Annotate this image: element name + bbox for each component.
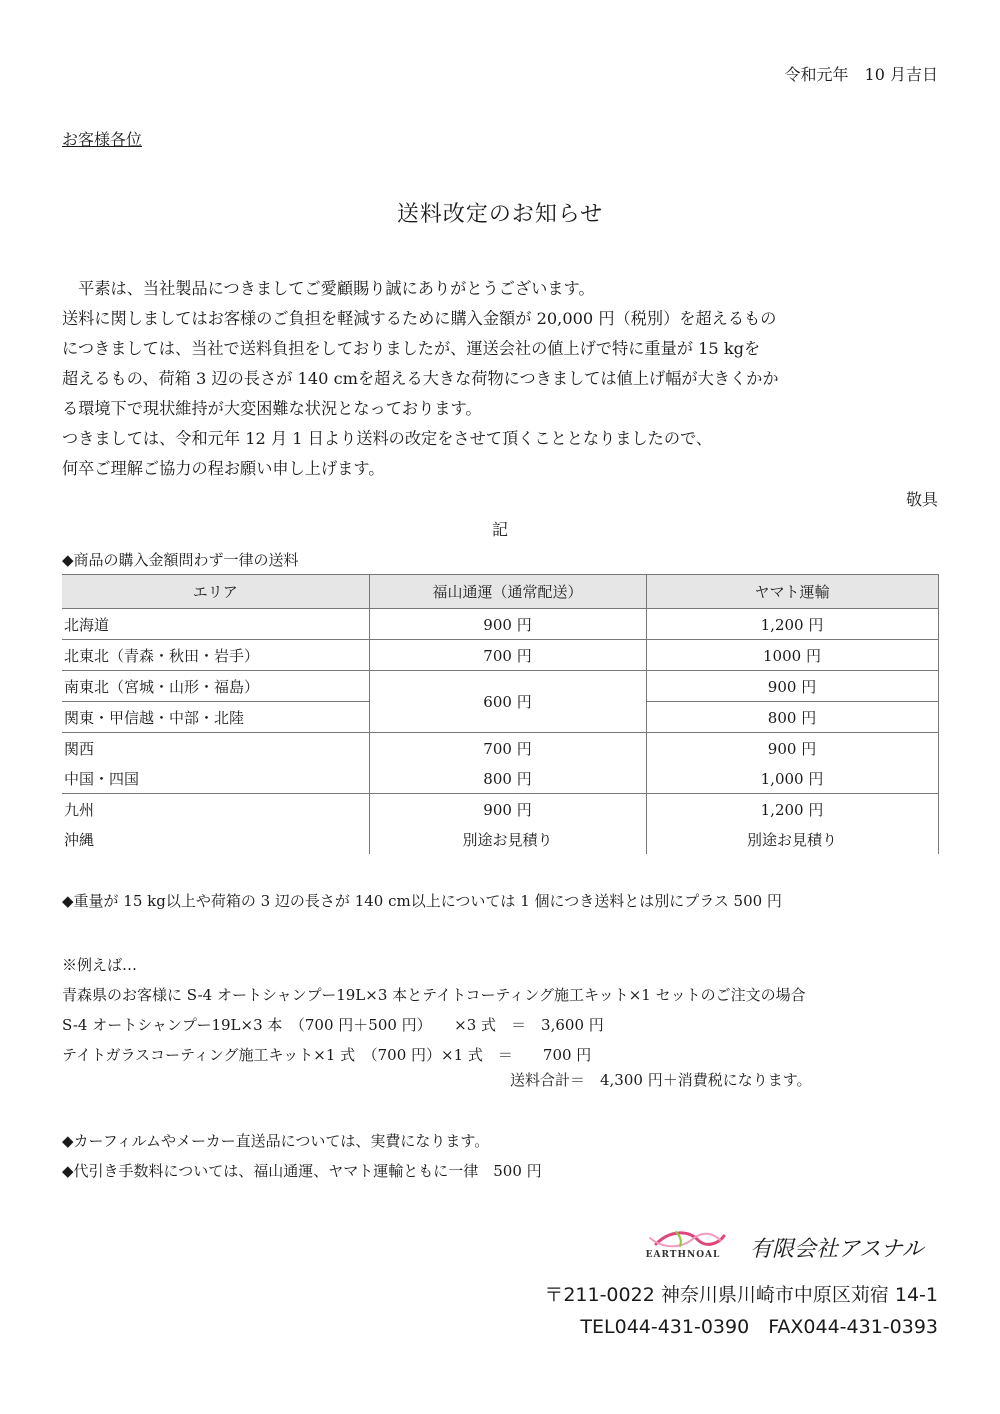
body-paragraph: つきましては、令和元年 12 月 1 日より送料の改定をさせて頂くこととなりましたので、 <box>62 429 713 448</box>
body-paragraph: 送料に関しましてはお客様のご負担を軽減するために購入金額が 20,000 円（税別）を超えるもの <box>62 309 777 328</box>
example-total: 送料合計＝ 4,300 円＋消費税になります。 <box>510 1071 812 1089</box>
example-line: 青森県のお客様に S-4 オートシャンプー19L×3 本とテイトコーティング施工キット×1 セットのご注文の場合 <box>62 986 806 1004</box>
yamato-cell: 900 円 <box>646 733 938 764</box>
body-paragraph: る環境下で現状維持が大変困難な状況となっております。 <box>62 399 482 418</box>
fukuyama-cell: 600 円 <box>369 671 646 733</box>
area-cell: 中国・四国 <box>62 763 369 794</box>
header-fukuyama: 福山通運（通常配送） <box>369 575 646 609</box>
yamato-cell: 1000 円 <box>646 640 938 671</box>
fukuyama-cell: 700 円 <box>369 640 646 671</box>
logo-text: EARTHNOAL <box>645 1250 721 1260</box>
example-line: テイトガラスコーティング施工キット×1 式 （700 円）×1 式 ＝ 700 円 <box>62 1046 592 1064</box>
salutation: お客様各位 <box>62 130 143 149</box>
company-name: 有限会社アスナル <box>750 1237 924 1262</box>
yamato-cell: 別途お見積り <box>646 824 938 854</box>
body-paragraph: 超えるもの、荷箱 3 辺の長さが 140 cmを超える大きな荷物につきましては値上げ幅が大きくかか <box>62 369 779 388</box>
yamato-cell: 1,200 円 <box>646 794 938 825</box>
document-title: 送料改定のお知らせ <box>396 202 604 227</box>
company-address: 〒211-0022 神奈川県川崎市中原区苅宿 14-1 <box>544 1284 938 1306</box>
body-text <box>62 274 942 484</box>
fukuyama-cell: 900 円 <box>369 609 646 640</box>
yamato-cell: 800 円 <box>646 702 938 733</box>
header-yamato: ヤマト運輸 <box>646 575 938 609</box>
table-row <box>62 733 938 764</box>
earthnoal-swirl-icon <box>636 1228 730 1252</box>
table-row <box>62 824 938 854</box>
table-heading: ◆商品の購入金額問わず一律の送料 <box>62 551 299 569</box>
yamato-cell: 1,200 円 <box>646 609 938 640</box>
shipping-rate-table <box>62 574 939 854</box>
area-cell: 北海道 <box>62 609 369 640</box>
yamato-cell: 900 円 <box>646 671 938 702</box>
example-line: S-4 オートシャンプー19L×3 本 （700 円＋500 円） ×3 式 ＝ 3,600 円 <box>62 1016 604 1034</box>
fukuyama-cell: 別途お見積り <box>369 824 646 854</box>
table-row <box>62 671 938 702</box>
body-paragraph: 何卒ご理解ご協力の程お願い申し上げます。 <box>62 459 385 478</box>
document-date: 令和元年 10 月吉日 <box>784 65 938 84</box>
table-row <box>62 763 938 794</box>
fukuyama-cell: 700 円 <box>369 733 646 764</box>
area-cell: 九州 <box>62 794 369 825</box>
yamato-cell: 1,000 円 <box>646 763 938 794</box>
area-cell: 北東北（青森・秋田・岩手） <box>62 640 369 671</box>
example-label: ※例えば… <box>62 956 138 974</box>
fukuyama-cell: 800 円 <box>369 763 646 794</box>
closing-keigu: 敬具 <box>905 490 938 509</box>
area-cell: 南東北（宮城・山形・福島） <box>62 671 369 702</box>
area-cell: 関西 <box>62 733 369 764</box>
area-cell: 関東・甲信越・中部・北陸 <box>62 702 369 733</box>
body-paragraph: につきましては、当社で送料負担をしておりましたが、運送会社の値上げで特に重量が 15 kgを <box>62 339 761 358</box>
header-area: エリア <box>62 575 369 609</box>
ki-heading: 記 <box>491 520 508 539</box>
area-cell: 沖縄 <box>62 824 369 854</box>
earthnoal-logo <box>636 1228 730 1262</box>
table-row <box>62 609 938 640</box>
table-row <box>62 640 938 671</box>
body-paragraph: 平素は、当社製品につきましてご愛顧賜り誠にありがとうございます。 <box>62 279 595 298</box>
note-film: ◆カーフィルムやメーカー直送品については、実費になります。 <box>62 1132 490 1150</box>
example-block <box>62 950 806 1070</box>
surcharge-note: ◆重量が 15 kg以上や荷箱の 3 辺の長さが 140 cm以上については 1 個につき送料とは別にプラス 500 円 <box>62 892 782 910</box>
fukuyama-cell: 900 円 <box>369 794 646 825</box>
table-header-row <box>62 575 938 609</box>
note-cod: ◆代引き手数料については、福山通運、ヤマト運輸ともに一律 500 円 <box>62 1162 542 1180</box>
company-tel-fax: TEL044-431-0390 FAX044-431-0393 <box>580 1316 938 1338</box>
table-row <box>62 794 938 825</box>
